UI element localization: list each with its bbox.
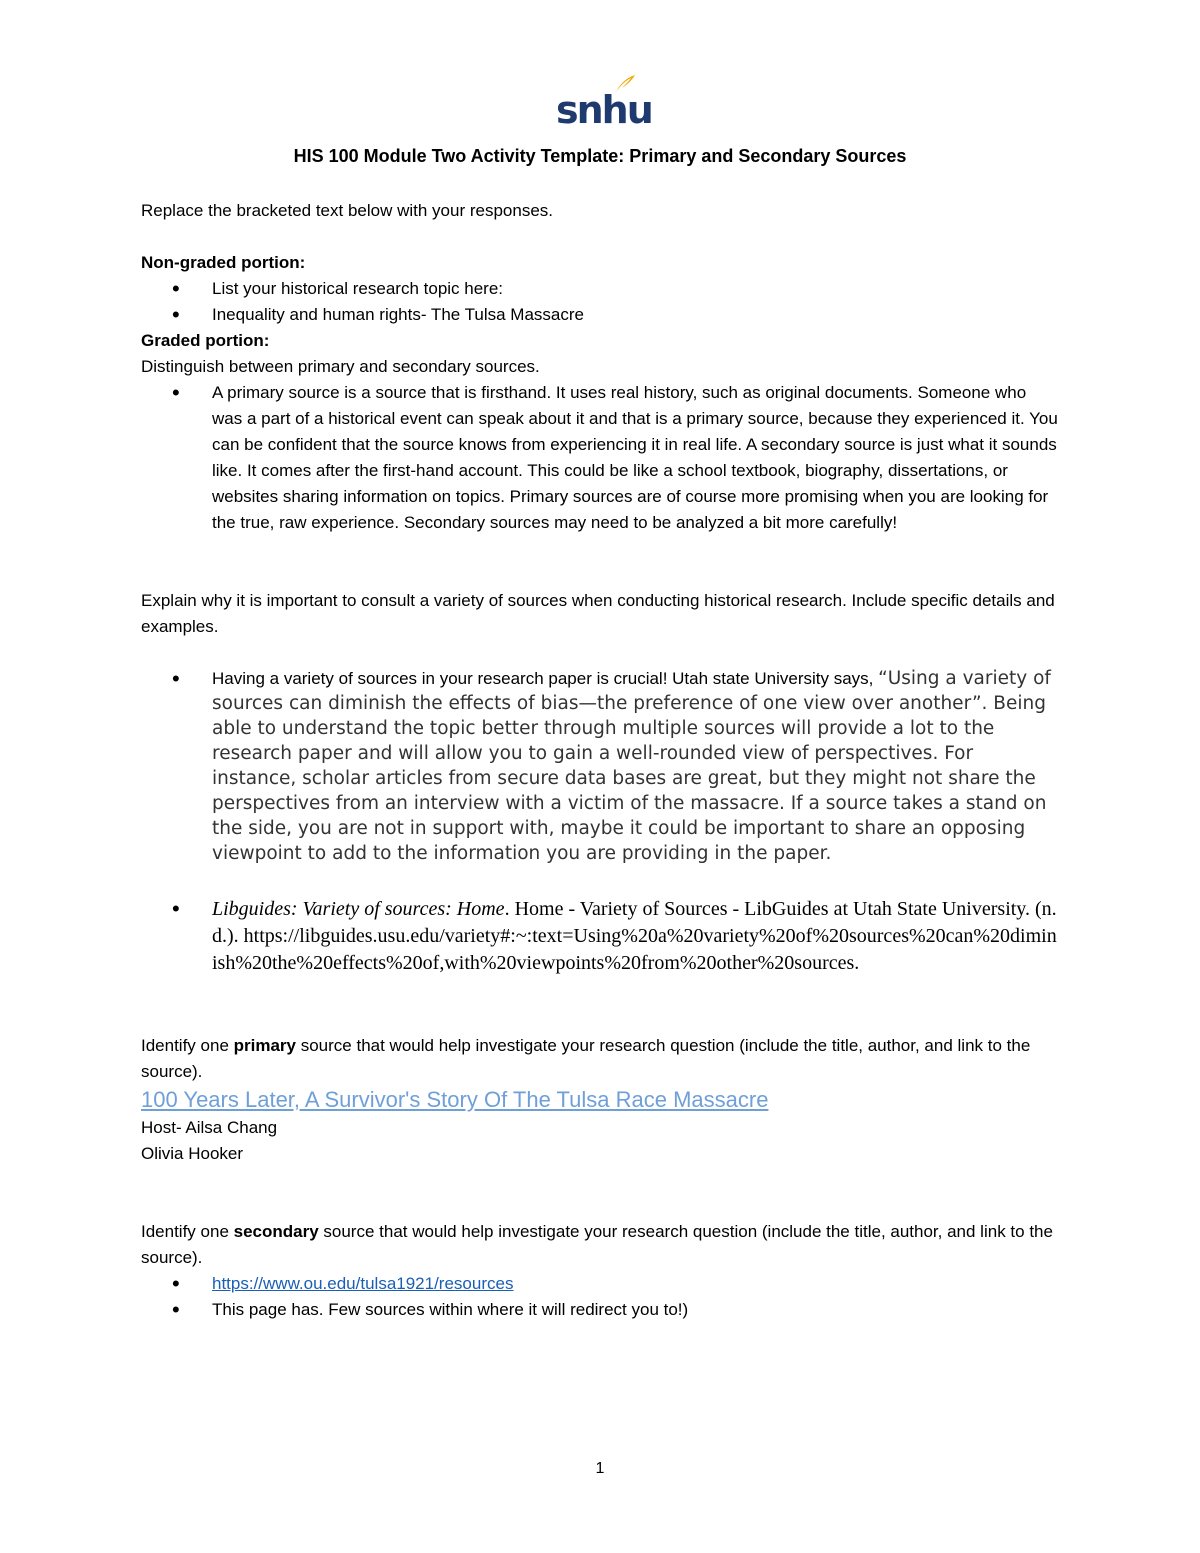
question-2: Explain why it is important to consult a variety of sources when conducting historical research. Include specific details and examples. [141, 591, 1055, 636]
nongraded-list [141, 276, 1061, 328]
primary-host: Host- Ailsa Chang [141, 1118, 278, 1137]
question-4: Identify one secondary source that would help investigate your research question (include the title, author, and link to the source). [141, 1222, 1053, 1267]
answer-2-list [141, 666, 1061, 977]
citation-text: . Home - Variety of Sources - LibGuides at Utah State University. (n.d.). https://libguides.usu.edu/variety#:~:text=Using%20a%20variety%20of%20sources%20can%20diminish%20the%20effects%20of,with%20viewpoints%20from%20other%20sources. [212, 898, 1057, 974]
list-item: • Inequality and human rights- The Tulsa Massacre [141, 302, 1061, 328]
flame-icon [614, 74, 636, 94]
list-item [141, 1271, 1061, 1297]
secondary-list [141, 1271, 1061, 1323]
question-1: Distinguish between primary and secondary sources. [141, 357, 540, 376]
citation-title: Libguides: Variety of sources: Home [212, 898, 505, 920]
snhu-logo [556, 74, 652, 132]
answer-2-lead: Having a variety of sources in your research paper is crucial! Utah state University says, [212, 669, 879, 688]
answer-1-list [141, 380, 1061, 536]
list-item: • This page has. Few sources within where it will redirect you to!) [141, 1297, 1061, 1323]
list-item: • List your historical research topic here: [141, 276, 1061, 302]
document-body [141, 198, 1061, 1323]
nongraded-heading: Non-graded portion: [141, 253, 306, 272]
answer-2-quote: “Using a variety of sources can diminish the effects of bias—the preference of one view over another”. Being able to understand the topic better through multiple sources will provide a lot to the research paper and will allow you to gain a well-rounded view of perspectives. For instance, scholar articles from secure data bases are great, but they might not share the perspectives from an interview with a victim of the massacre. If a source takes a stand on the side, you are not in support with, maybe it could be important to share an opposing viewpoint to add to the information you are providing in the paper. [212, 668, 1051, 864]
graded-heading: Graded portion: [141, 331, 270, 350]
logo-text: snhu [556, 88, 652, 132]
question-3: Identify one primary source that would help investigate your research question (include the title, author, and link to the source). [141, 1036, 1031, 1081]
intro-text: Replace the bracketed text below with your responses. [141, 201, 554, 220]
secondary-source-link[interactable]: https://www.ou.edu/tulsa1921/resources [212, 1274, 514, 1293]
primary-source-link[interactable]: 100 Years Later, A Survivor's Story Of The Tulsa Race Massacre [141, 1087, 769, 1112]
answer-1: • A primary source is a source that is firsthand. It uses real history, such as original documents. Someone who was a part of a historical event can speak about it and that is a primary source, because they experienced it. You can be confident that the source knows from experiencing it in real life. A secondary source is just what it sounds like. It comes after the first-hand account. This could be like a school textbook, biography, dissertations, or websites sharing information on topics. Primary sources are of course more promising when you are looking for the true, raw experience. Secondary sources may need to be analyzed a bit more carefully! [141, 380, 1061, 536]
document-title: HIS 100 Module Two Activity Template: Primary and Secondary Sources [293, 146, 907, 166]
answer-2 [141, 666, 1061, 866]
citation [141, 896, 1061, 977]
primary-guest: Olivia Hooker [141, 1144, 244, 1163]
page-number: 1 [595, 1460, 605, 1477]
